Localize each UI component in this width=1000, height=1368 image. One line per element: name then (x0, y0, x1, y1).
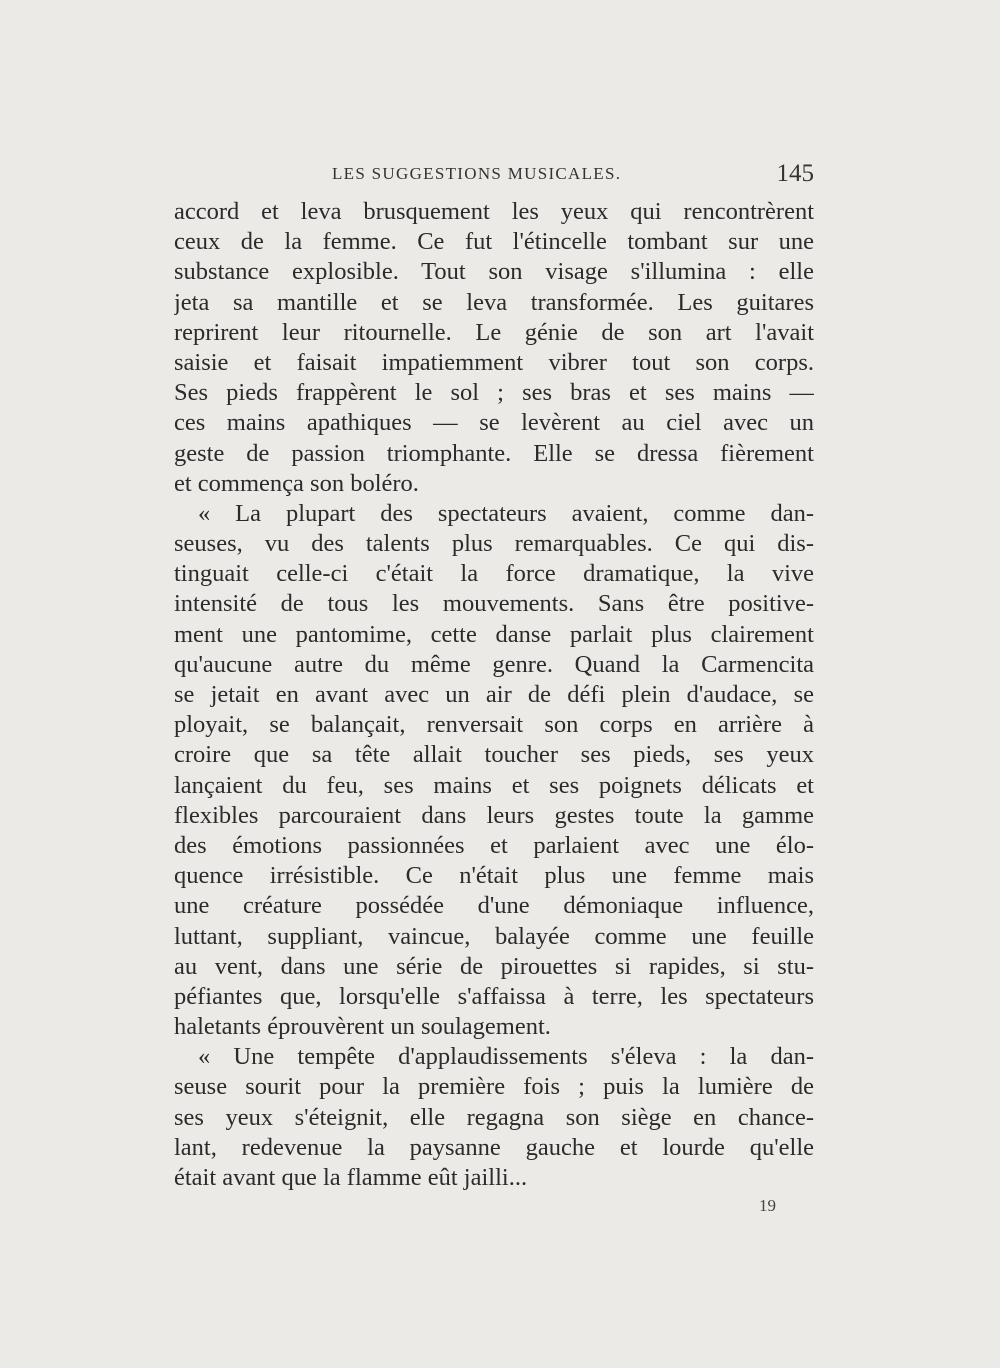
text-line: était avant que la flamme eût jailli... (174, 1164, 528, 1191)
text-line: lançaient du feu, ses mains et ses poignets délicats et (174, 771, 814, 799)
text-line: des émotions passionnées et parlaient avec une élo- (174, 831, 814, 859)
text-line: lant, redevenue la paysanne gauche et lourde qu'elle (174, 1133, 814, 1161)
text-line: péfiantes que, lorsqu'elle s'affaissa à terre, les spectateurs (174, 982, 814, 1010)
text-line: croire que sa tête allait toucher ses pieds, ses yeux (174, 741, 814, 769)
text-line: geste de passion triomphante. Elle se dressa fièrement (174, 439, 814, 467)
text-line: ment une pantomime, cette danse parlait plus clairement (174, 620, 814, 648)
page-number: 145 (776, 160, 814, 187)
text-line: luttant, suppliant, vaincue, balayée comme une feuille (174, 922, 814, 950)
text-line: « Une tempête d'applaudissements s'éleva : la dan- (198, 1043, 814, 1071)
text-line: tinguait celle-ci c'était la force dramatique, la vive (174, 560, 814, 588)
text-line: flexibles parcouraient dans leurs gestes toute la gamme (174, 801, 814, 829)
text-line: qu'aucune autre du même genre. Quand la Carmencita (174, 650, 814, 678)
text-line: ceux de la femme. Ce fut l'étincelle tombant sur une (174, 228, 814, 256)
text-line: Ses pieds frappèrent le sol ; ses bras et ses mains — (174, 379, 814, 407)
running-title: LES SUGGESTIONS MUSICALES. (332, 164, 622, 183)
text-line: ses yeux s'éteignit, elle regagna son siège en chance- (174, 1103, 814, 1131)
signature-mark: 19 (759, 1196, 776, 1215)
running-head (174, 160, 814, 196)
text-line: seuse sourit pour la première fois ; puis la lumière de (174, 1073, 814, 1101)
text-line: se jetait en avant avec un air de défi plein d'audace, se (174, 681, 814, 708)
text-line: une créature possédée d'une démoniaque influence, (174, 892, 814, 920)
text-line: ces mains apathiques — se levèrent au ciel avec un (174, 409, 814, 437)
text-line: ployait, se balançait, renversait son corps en arrière à (174, 711, 814, 739)
text-line: substance explosible. Tout son visage s'illumina : elle (174, 258, 814, 286)
text-line: reprirent leur ritournelle. Le génie de son art l'avait (174, 318, 814, 346)
text-line: quence irrésistible. Ce n'était plus une femme mais (174, 862, 814, 890)
text-line: seuses, vu des talents plus remarquables. Ce qui dis- (174, 530, 814, 558)
text-line: jeta sa mantille et se leva transformée. Les guitares (174, 288, 814, 316)
text-line: intensité de tous les mouvements. Sans être positive- (174, 590, 814, 618)
text-line: et commença son boléro. (174, 469, 419, 497)
text-line: « La plupart des spectateurs avaient, comme dan- (198, 499, 814, 527)
text-line: accord et leva brusquement les yeux qui rencontrèrent (174, 198, 814, 225)
text-line: au vent, dans une série de pirouettes si rapides, si stu- (174, 952, 814, 980)
text-line: haletants éprouvèrent un soulagement. (174, 1013, 551, 1041)
text-line: saisie et faisait impatiemment vibrer tout son corps. (174, 348, 814, 376)
body-text (174, 197, 814, 1193)
